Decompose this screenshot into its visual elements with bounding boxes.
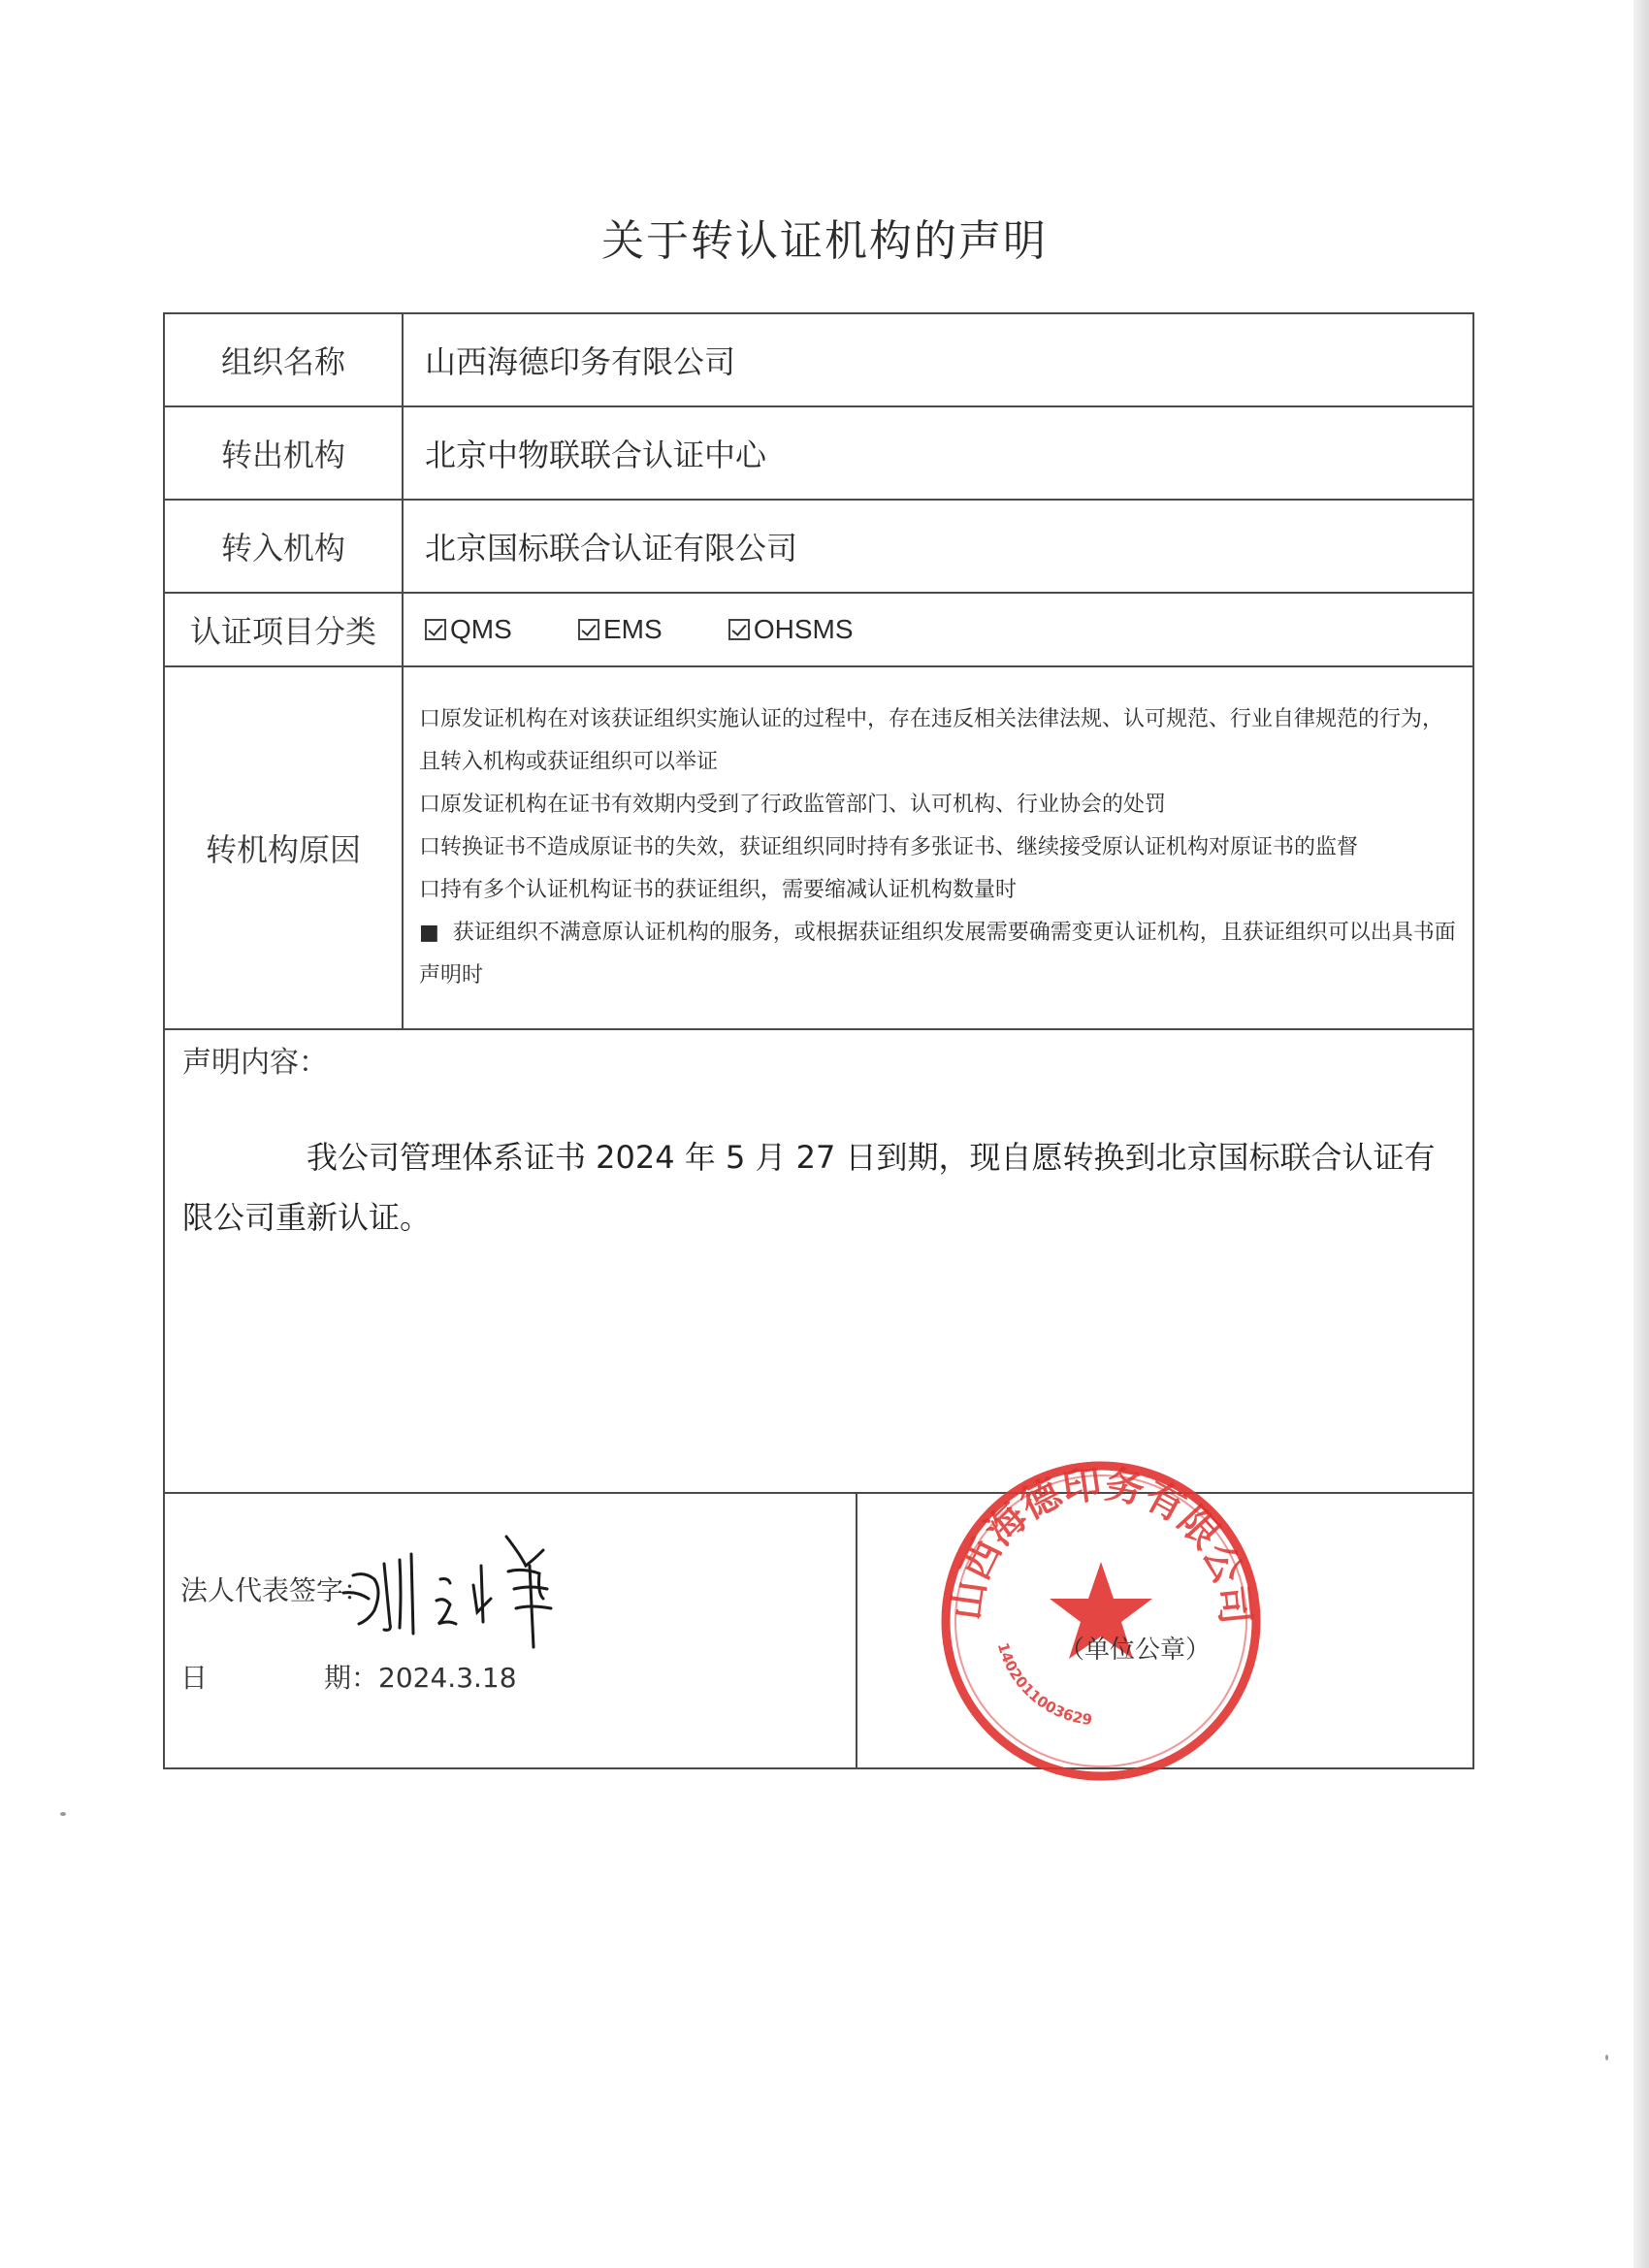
reason-item[interactable] (419, 784, 1457, 826)
category-options (403, 593, 1473, 666)
checkbox-checked-icon (425, 619, 446, 640)
declaration-form (163, 312, 1474, 1769)
checkbox-qms-label: QMS (450, 614, 512, 644)
reasons-cell (403, 666, 1473, 1029)
date-label (180, 1657, 517, 1696)
reasons-list (404, 693, 1472, 1003)
transfer-out-label: 转出机构 (164, 406, 403, 500)
reason-text: 获证组织不满意原认证机构的服务，或根据获证组织发展需要确需变更认证机构，且获证组织可以出具书面声明时 (419, 921, 1456, 988)
checkbox-checked-icon (728, 619, 750, 640)
reason-text: 原发证机构在对该获证组织实施认证的过程中，存在违反相关法律法规、认可规范、行业自律规范的行为，且转入机构或获证组织可以举证 (419, 707, 1444, 774)
declaration-heading: 声明内容： (182, 1046, 328, 1080)
reason-checkbox-empty-icon: 口 (419, 707, 441, 731)
reason-checkbox-empty-icon: 口 (419, 835, 441, 859)
reason-checkbox-filled-icon: ■ (419, 921, 439, 945)
org-name-label: 组织名称 (164, 313, 403, 406)
row-org-name (164, 313, 1473, 406)
reason-checkbox-empty-icon: 口 (419, 878, 441, 902)
seal-company-text: 山西海德印务有限公司 (944, 1462, 1258, 1627)
checkbox-qms[interactable] (425, 614, 512, 645)
row-signature (164, 1493, 1473, 1768)
scan-speck (1605, 2055, 1608, 2060)
org-name-value: 山西海德印务有限公司 (403, 313, 1473, 406)
signature-cell (164, 1493, 1473, 1768)
checkbox-ems[interactable] (578, 614, 663, 645)
transfer-in-value: 北京国标联合认证有限公司 (403, 500, 1473, 593)
checkbox-ohsms-label: OHSMS (753, 614, 854, 644)
handwritten-signature (336, 1515, 588, 1655)
row-reasons (164, 666, 1473, 1029)
category-label: 认证项目分类 (164, 593, 403, 666)
company-seal (931, 1451, 1271, 1795)
signature-strokes (336, 1515, 588, 1651)
reason-checkbox-empty-icon: 口 (419, 793, 441, 817)
date-label-part2: 期： (324, 1662, 379, 1694)
reason-item[interactable] (419, 826, 1457, 869)
seal-graphic (931, 1451, 1271, 1791)
legal-rep-signature-label: 法人代表签字： (180, 1574, 372, 1606)
checkbox-ems-label: EMS (602, 614, 663, 644)
reasons-label: 转机构原因 (164, 666, 403, 1029)
reason-item[interactable] (419, 869, 1457, 912)
reason-text: 原发证机构在证书有效期内受到了行政监管部门、认可机构、行业协会的处罚 (440, 793, 1167, 817)
row-declaration (164, 1029, 1473, 1493)
checkbox-ohsms[interactable] (728, 614, 854, 645)
reason-item[interactable] (419, 698, 1457, 784)
signature-divider (856, 1494, 857, 1767)
scan-edge (1633, 0, 1649, 2268)
transfer-in-label: 转入机构 (164, 500, 403, 593)
scan-speck (60, 1812, 66, 1816)
signature-area (165, 1494, 1472, 1767)
row-transfer-out (164, 406, 1473, 500)
declaration-body: 我公司管理体系证书 2024 年 5 月 27 日到期，现自愿转换到北京国标联合认证有限公司重新认证。 (182, 1139, 1436, 1236)
seal-code-text: 1402011003629 (993, 1640, 1094, 1730)
document-title: 关于转认证机构的声明 (601, 216, 1048, 266)
declaration-cell (164, 1029, 1473, 1493)
reason-text: 持有多个认证机构证书的获证组织，需要缩减认证机构数量时 (440, 878, 1018, 902)
checkbox-checked-icon (578, 619, 599, 640)
row-category (164, 593, 1473, 666)
reason-text: 转换证书不造成原证书的失效，获证组织同时持有多张证书、继续接受原认证机构对原证书的监督 (440, 835, 1359, 859)
seal-caption: （单位公章） (1059, 1636, 1212, 1665)
transfer-out-value: 北京中物联联合认证中心 (403, 406, 1473, 500)
reason-item-selected[interactable] (419, 912, 1457, 997)
date-value: 2024.3.18 (378, 1662, 517, 1694)
date-label-part1: 日 (180, 1662, 209, 1694)
row-transfer-in (164, 500, 1473, 593)
